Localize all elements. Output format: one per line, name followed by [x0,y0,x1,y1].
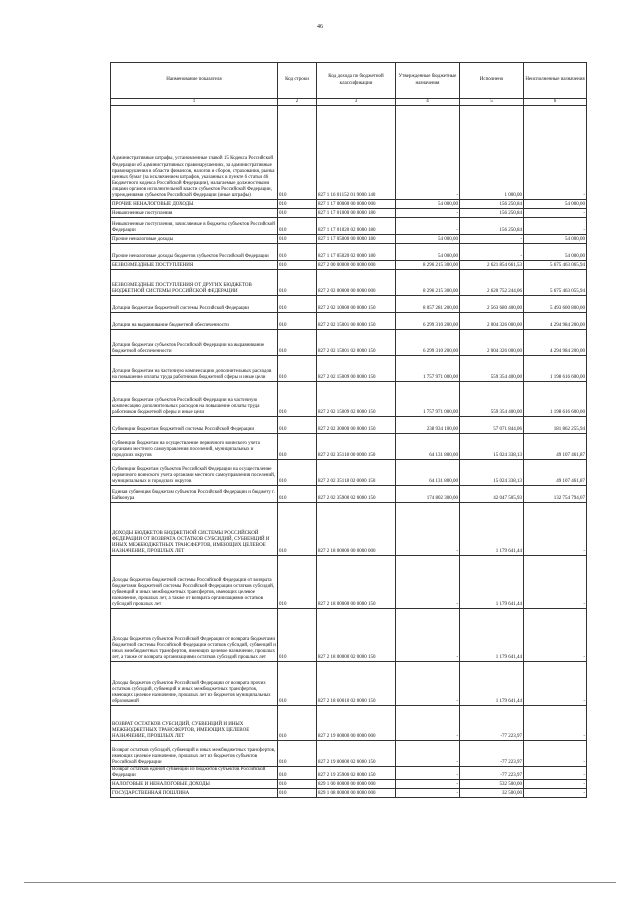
approved-amount: - [396,218,460,235]
indicator-name: Субвенции бюджетам на осуществление первичного воинского учета органами местного самоуправления поселений, муниципальных и городских округов [111,434,278,460]
row-code: 010 [278,556,317,609]
budget-class-code: 827 1 17 01000 00 0000 180 [317,209,396,218]
budget-class-code: 827 2 19 00000 02 0000 150 [317,741,396,767]
column-index: 3 [317,99,396,106]
table-row [111,609,587,662]
approved-amount: - [396,106,460,200]
page-bottom-rule [24,882,616,883]
indicator-name: НАЛОГОВЫЕ И НЕНАЛОГОВЫЕ ДОХОДЫ [111,780,278,789]
indicator-name: Прочие неналоговые доходы [111,235,278,244]
row-code: 010 [278,609,317,662]
column-index: 4 [396,99,460,106]
indicator-name: ДОХОДЫ БЮДЖЕТОВ БЮДЖЕТНОЙ СИСТЕМЫ РОССИЙСКОЙ ФЕДЕРАЦИИ ОТ ВОЗВРАТА ОСТАТКОВ СУБСИДИЙ, СУБВЕНЦИЙ И ИНЫХ МЕЖБЮДЖЕТНЫХ ТРАНСФЕРТОВ, ИМЕЮЩИХ ЦЕЛЕВОЕ НАЗНАЧЕНИЕ, ПРОШЛЫХ ЛЕТ [111,503,278,556]
executed-amount: -77 223,97 [460,741,524,767]
table-row [111,218,587,235]
approved-amount: 238 934 100,00 [396,417,460,434]
budget-class-code: 827 2 02 15009 00 0000 150 [317,356,396,382]
row-code: 010 [278,218,317,235]
row-code: 010 [278,209,317,218]
indicator-name: Дотации бюджетам субъектов Российской Федерации на выравнивание бюджетной обеспеченности [111,330,278,356]
executed-amount: 1 000,00 [460,106,524,200]
table-row [111,434,587,460]
approved-amount: - [396,706,460,741]
unexecuted-amount: 49 107 461,87 [524,460,587,486]
indicator-name: Возврат остатков единой субвенции из бюджетов субъектов Российской Федерации [111,767,278,780]
unexecuted-amount: 49 107 461,87 [524,434,587,460]
approved-amount: 6 299 310 200,00 [396,313,460,330]
unexecuted-amount: - [524,662,587,706]
budget-class-code: 827 2 18 00000 02 0000 150 [317,609,396,662]
indicator-name: Доходы бюджетов субъектов Российской Федерации от возврата бюджетами бюджетной системы Российской Федерации остатков субсидий, субвенций и иных межбюджетных трансфертов, имеющих целевое назначение, прошлых лет, а также от возврата организациями остатков субсидий прошлых лет [111,609,278,662]
budget-class-code: 827 2 19 35900 02 0000 150 [317,767,396,780]
row-code: 010 [278,434,317,460]
budget-class-code: 827 2 02 35118 00 0000 150 [317,434,396,460]
row-code: 010 [278,270,317,296]
approved-amount: 6 299 310 200,00 [396,330,460,356]
approved-amount: - [396,789,460,798]
budget-class-code: 827 1 17 05020 02 0000 180 [317,244,396,261]
approved-amount: 54 000,00 [396,244,460,261]
indicator-name: Доходы бюджетов бюджетной системы Российской Федерации от возврата бюджетами бюджетной системы Российской Федерации остатков субсидий, субвенций и иных межбюджетных трансфертов, имеющих целевое назначение, прошлых лет, а также от возврата организациями остатков субсидий прошлых лет [111,556,278,609]
header-executed: Исполнено [460,63,524,99]
row-code: 010 [278,417,317,434]
row-code: 010 [278,486,317,503]
indicator-name: Дотации бюджетам на частичную компенсацию дополнительных расходов на повышение оплаты труда работников бюджетной сферы и иные цели [111,356,278,382]
unexecuted-amount: 1 198 616 600,00 [524,356,587,382]
table-row [111,417,587,434]
table-row [111,106,587,200]
page-number: 46 [317,24,323,30]
row-code: 010 [278,235,317,244]
budget-class-code: 827 1 17 05000 00 0000 180 [317,235,396,244]
unexecuted-amount: 4 294 984 200,00 [524,330,587,356]
table-row [111,261,587,270]
approved-amount: - [396,662,460,706]
executed-amount: 532 500,00 [460,780,524,789]
unexecuted-amount: - [524,609,587,662]
approved-amount: 54 000,00 [396,235,460,244]
unexecuted-amount: 4 294 984 200,00 [524,313,587,330]
unexecuted-amount: 5 675 463 055,94 [524,270,587,296]
table-header-row [111,63,587,99]
table-row [111,789,587,798]
indicator-name: Административные штрафы, установленные главой 15 Кодекса Российской Федерации об административных правонарушениях, за административные правонарушения в области финансов, налогов и сборов, страхования, рынка ценных бумаг (за исключением штрафов, указанных в пункте 6 статьи 46 Бюджетного кодекса Российской Федерации), налагаемые должностными лицами органов исполнительной власти субъектов Российской Федерации, учреждениями субъектов Российской Федерации (иные штрафы) [111,106,278,200]
row-code: 010 [278,106,317,200]
unexecuted-amount: 132 754 794,07 [524,486,587,503]
row-code: 010 [278,356,317,382]
row-code: 010 [278,503,317,556]
table-body [111,106,587,798]
budget-class-code: 827 2 02 35118 02 0000 150 [317,460,396,486]
unexecuted-amount: - [524,741,587,767]
header-row-code: Код строки [278,63,317,99]
budget-class-code: 827 2 18 00000 00 0000 000 [317,503,396,556]
budget-class-code: 827 2 02 15001 00 0000 150 [317,313,396,330]
unexecuted-amount: 54 000,00 [524,200,587,209]
row-code: 010 [278,313,317,330]
row-code: 010 [278,780,317,789]
unexecuted-amount: - [524,209,587,218]
executed-amount: 32 500,00 [460,789,524,798]
executed-amount: -77 223,97 [460,706,524,741]
indicator-name: Единая субвенция бюджетам субъектов Российской Федерации и бюджету г. Байконура [111,486,278,503]
row-code: 010 [278,662,317,706]
executed-amount: 1 179 641,44 [460,609,524,662]
executed-amount: 2 620 752 244,06 [460,270,524,296]
table-row [111,330,587,356]
indicator-name: Невыясненные поступления [111,209,278,218]
table-row [111,296,587,313]
budget-class-code: 827 1 16 01152 01 9000 140 [317,106,396,200]
indicator-name: ВОЗВРАТ ОСТАТКОВ СУБСИДИЙ, СУБВЕНЦИЙ И ИНЫХ МЕЖБЮДЖЕТНЫХ ТРАНСФЕРТОВ, ИМЕЮЩИХ ЦЕЛЕВОЕ НАЗНАЧЕНИЕ, ПРОШЛЫХ ЛЕТ [111,706,278,741]
executed-amount: - [460,244,524,261]
unexecuted-amount: 1 198 616 600,00 [524,382,587,417]
unexecuted-amount: - [524,218,587,235]
indicator-name: БЕЗВОЗМЕЗДНЫЕ ПОСТУПЛЕНИЯ [111,261,278,270]
approved-amount: - [396,741,460,767]
budget-class-code: 827 2 02 15001 02 0000 150 [317,330,396,356]
indicator-name: Дотации бюджетам бюджетной системы Российской Федерации [111,296,278,313]
indicator-name: ГОСУДАРСТВЕННАЯ ПОШЛИНА [111,789,278,798]
unexecuted-amount: 5 675 463 065,94 [524,261,587,270]
executed-amount: 156 250,84 [460,209,524,218]
table-row [111,767,587,780]
budget-class-code: 827 2 18 00000 00 0000 150 [317,556,396,609]
approved-amount: 64 131 800,00 [396,460,460,486]
budget-class-code: 829 1 00 00000 00 0000 000 [317,780,396,789]
executed-amount: 2 004 326 000,00 [460,330,524,356]
executed-amount: 15 024 338,13 [460,434,524,460]
row-code: 010 [278,244,317,261]
row-code: 010 [278,200,317,209]
executed-amount: 1 179 641,44 [460,503,524,556]
approved-amount: 1 757 971 000,00 [396,382,460,417]
unexecuted-amount: 54 000,00 [524,244,587,261]
budget-execution-table [110,62,587,798]
unexecuted-amount: - [524,106,587,200]
row-code: 010 [278,789,317,798]
table-row [111,356,587,382]
table-row [111,706,587,741]
table-row [111,382,587,417]
executed-amount: - [460,235,524,244]
unexecuted-amount: - [524,780,587,789]
column-index: 5 [460,99,524,106]
executed-amount: 15 024 338,13 [460,460,524,486]
budget-class-code: 827 1 17 01020 02 0000 180 [317,218,396,235]
row-code: 010 [278,330,317,356]
executed-amount: 2 563 680 400,00 [460,296,524,313]
executed-amount: 2 621 854 661,53 [460,261,524,270]
indicator-name: Субвенции бюджетам субъектов Российской Федерации на осуществление первичного воинского учета органами местного самоуправления поселений, муниципальных и городских округов [111,460,278,486]
approved-amount: 8 296 215 300,00 [396,261,460,270]
unexecuted-amount: - [524,556,587,609]
budget-class-code: 827 2 18 60010 02 0000 150 [317,662,396,706]
column-index: 6 [524,99,587,106]
indicator-name: Субвенции бюджетам бюджетной системы Российской Федерации [111,417,278,434]
executed-amount: 2 004 326 000,00 [460,313,524,330]
budget-class-code: 827 2 02 15009 02 0000 150 [317,382,396,417]
row-code: 010 [278,296,317,313]
unexecuted-amount: - [524,706,587,741]
table-row [111,662,587,706]
column-index-row [111,99,587,106]
unexecuted-amount: - [524,767,587,780]
budget-class-code: 827 2 19 00000 00 0000 000 [317,706,396,741]
column-index: 1 [111,99,278,106]
executed-amount: 57 071 844,06 [460,417,524,434]
approved-amount: - [396,780,460,789]
approved-amount: - [396,767,460,780]
approved-amount: 8 296 215 300,00 [396,270,460,296]
unexecuted-amount: - [524,503,587,556]
approved-amount: 174 802 300,00 [396,486,460,503]
table-row [111,486,587,503]
approved-amount: - [396,609,460,662]
header-indicator-name: Наименование показателя [111,63,278,99]
indicator-name: Дотации на выравнивание бюджетной обеспеченности [111,313,278,330]
table-row [111,556,587,609]
row-code: 010 [278,767,317,780]
table-row [111,270,587,296]
row-code: 010 [278,261,317,270]
table-row [111,780,587,789]
unexecuted-amount: 54 000,00 [524,235,587,244]
table-row [111,244,587,261]
budget-class-code: 827 2 02 00000 00 0000 000 [317,270,396,296]
table-row [111,503,587,556]
indicator-name: Прочие неналоговые доходы бюджетов субъектов Российской Федерации [111,244,278,261]
approved-amount: 1 757 971 000,00 [396,356,460,382]
row-code: 010 [278,382,317,417]
approved-amount: - [396,209,460,218]
approved-amount: - [396,503,460,556]
indicator-name: Возврат остатков субсидий, субвенций и иных межбюджетных трансфертов, имеющих целевое назначение, прошлых лет из бюджетов субъектов Российской Федерации [111,741,278,767]
header-approved: Утвержденные бюджетные назначения [396,63,460,99]
approved-amount: 54 000,00 [396,200,460,209]
indicator-name: ПРОЧИЕ НЕНАЛОГОВЫЕ ДОХОДЫ [111,200,278,209]
indicator-name: Дотации бюджетам субъектов Российской Федерации на частичную компенсацию дополнительных расходов на повышение оплаты труда работников бюджетной сферы и иные цели [111,382,278,417]
executed-amount: 42 047 505,93 [460,486,524,503]
indicator-name: Доходы бюджетов субъектов Российской Федерации от возврата прочих остатков субсидий, субвенций и иных межбюджетных трансфертов, имеющих целевое назначение, прошлых лет из бюджетов муниципальных образований [111,662,278,706]
approved-amount: 64 131 800,00 [396,434,460,460]
budget-class-code: 827 2 02 35900 02 0000 150 [317,486,396,503]
budget-class-code: 827 1 17 00000 00 0000 000 [317,200,396,209]
table-row [111,200,587,209]
row-code: 010 [278,706,317,741]
table-row [111,235,587,244]
executed-amount: 559 354 400,00 [460,382,524,417]
budget-class-code: 827 2 02 10000 00 0000 150 [317,296,396,313]
executed-amount: -77 223,97 [460,767,524,780]
table-row [111,313,587,330]
executed-amount: 156 250,84 [460,218,524,235]
unexecuted-amount: 5 493 600 800,00 [524,296,587,313]
header-budget-class-code: Код дохода по бюджетной классификации [317,63,396,99]
budget-class-code: 829 1 08 00000 00 0000 000 [317,789,396,798]
executed-amount: 1 179 641,44 [460,556,524,609]
unexecuted-amount: - [524,789,587,798]
approved-amount: - [396,556,460,609]
unexecuted-amount: 181 862 255,94 [524,417,587,434]
row-code: 010 [278,741,317,767]
header-unexecuted: Неисполненные назначения [524,63,587,99]
budget-class-code: 827 2 02 30000 00 0000 150 [317,417,396,434]
table-row [111,209,587,218]
indicator-name: Невыясненные поступления, зачисляемые в бюджеты субъектов Российской Федерации [111,218,278,235]
table-row [111,460,587,486]
column-index: 2 [278,99,317,106]
indicator-name: БЕЗВОЗМЕЗДНЫЕ ПОСТУПЛЕНИЯ ОТ ДРУГИХ БЮДЖЕТОВ БЮДЖЕТНОЙ СИСТЕМЫ РОССИЙСКОЙ ФЕДЕРАЦИИ [111,270,278,296]
budget-class-code: 827 2 00 00000 00 0000 000 [317,261,396,270]
row-code: 010 [278,460,317,486]
executed-amount: 156 250,84 [460,200,524,209]
executed-amount: 559 354 400,00 [460,356,524,382]
executed-amount: 1 179 641,44 [460,662,524,706]
table-row [111,741,587,767]
approved-amount: 8 057 281 200,00 [396,296,460,313]
